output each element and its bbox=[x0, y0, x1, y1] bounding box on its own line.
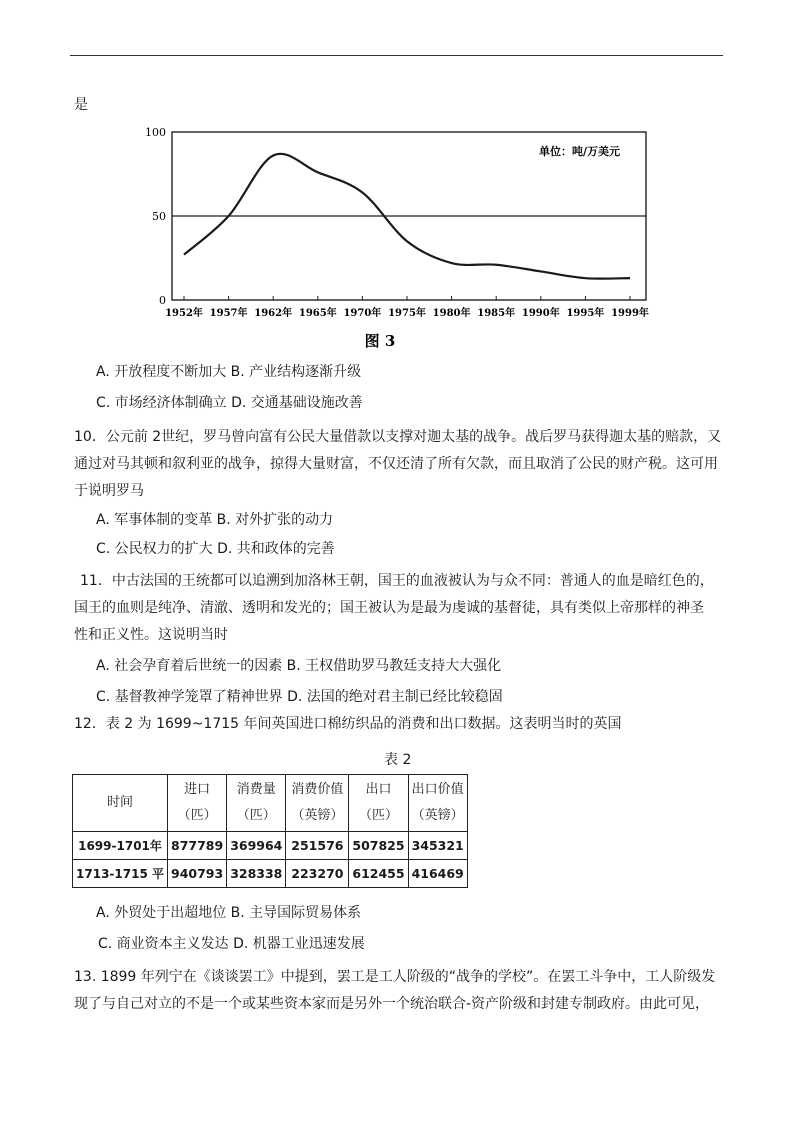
table-cell: 223270 bbox=[286, 860, 349, 888]
q11-line-2: 国王的血则是纯净、清澈、透明和发光的；国王被认为是最为虔诚的基督徒，具有类似上帝那样的神圣 bbox=[74, 600, 704, 616]
header-cell-export: 出口 （匹） bbox=[349, 775, 408, 832]
table-row bbox=[73, 860, 468, 888]
table-2 bbox=[72, 774, 468, 888]
q10-line-2: 通过对马其顿和叙利亚的战争，掠得大量财富，不仅还清了所有欠款，而且取消了公民的财产税。这可用 bbox=[74, 456, 718, 472]
x-tick-label: 1965年 bbox=[298, 308, 337, 319]
table-cell: 328338 bbox=[227, 860, 286, 888]
q12-options-cd: C. 商业资本主义发达 D. 机器工业迅速发展 bbox=[98, 936, 365, 952]
table-row bbox=[73, 832, 468, 860]
header-rule bbox=[70, 55, 723, 56]
x-tick-label: 1952年 bbox=[165, 308, 203, 319]
table-cell: 940793 bbox=[168, 860, 227, 888]
q11-line-1: 11．中古法国的王统都可以追溯到加洛林王朝，国王的血液被认为与众不同：普通人的血是暗红色的， bbox=[80, 573, 714, 589]
header-cell-consumption: 消费量 （匹） bbox=[227, 775, 286, 832]
q10-line-3: 于说明罗马 bbox=[74, 483, 144, 499]
table-cell: 416469 bbox=[408, 860, 467, 888]
figure-3-line-chart bbox=[140, 122, 660, 352]
q12-options-ab: A. 外贸处于出超地位 B. 主导国际贸易体系 bbox=[96, 905, 362, 921]
q11-options-cd: C. 基督教神学笼罩了精神世界 D. 法国的绝对君主制已经比较稳固 bbox=[96, 689, 503, 705]
x-tick-label: 1985年 bbox=[477, 308, 516, 319]
x-tick-label: 1962年 bbox=[254, 308, 293, 319]
q11-options-ab: A. 社会孕育着后世统一的因素 B. 王权借助罗马教廷支持大大强化 bbox=[96, 658, 502, 674]
q13-line-2: 现了与自己对立的不是一个或某些资本家而是另外一个统治联合-资产阶级和封建专制政府。由此可见， bbox=[74, 996, 710, 1012]
table-cell: 877789 bbox=[168, 832, 227, 860]
x-tick-label: 1999年 bbox=[611, 308, 649, 319]
x-tick-label: 1975年 bbox=[388, 308, 426, 319]
table-cell: 251576 bbox=[286, 832, 349, 860]
x-tick-label: 1995年 bbox=[566, 308, 605, 319]
x-tick-label: 1957年 bbox=[209, 308, 248, 319]
q11-line-3: 性和正义性。这说明当时 bbox=[74, 627, 228, 643]
header-cell-time: 时间 bbox=[73, 775, 168, 832]
table-cell: 507825 bbox=[349, 832, 408, 860]
fragment-text: 是 bbox=[74, 97, 88, 113]
figure-caption: 图 3 bbox=[364, 332, 396, 350]
q9-options-cd: C. 市场经济体制确立 D. 交通基础设施改善 bbox=[96, 395, 363, 411]
q12-line-1: 12．表 2 为 1699~1715 年间英国进口棉纺织品的消费和出口数据。这表明当时的英国 bbox=[74, 716, 622, 732]
q9-options-ab: A. 开放程度不断加大 B. 产业结构逐渐升级 bbox=[96, 364, 362, 380]
table-cell: 1699-1701年 bbox=[73, 832, 168, 860]
q10-options-ab: A. 军事体制的变革 B. 对外扩张的动力 bbox=[96, 512, 334, 528]
q13-line-1: 13. 1899 年列宁在《谈谈罢工》中提到，罢工是工人阶级的“战争的学校”。在罢工斗争中，工人阶级发 bbox=[74, 969, 716, 985]
y-tick-label: 100 bbox=[145, 126, 166, 139]
table-cell: 345321 bbox=[408, 832, 467, 860]
table-caption: 表 2 bbox=[384, 752, 412, 768]
x-tick-label: 1980年 bbox=[432, 308, 471, 319]
table-cell: 369964 bbox=[227, 832, 286, 860]
q10-options-cd: C. 公民权力的扩大 D. 共和政体的完善 bbox=[96, 541, 335, 557]
table-header-row bbox=[73, 775, 468, 832]
header-cell-import: 进口 （匹） bbox=[168, 775, 227, 832]
q10-line-1: 10．公元前 2世纪，罗马曾向富有公民大量借款以支撑对迦太基的战争。战后罗马获得迦太基的赔款，又 bbox=[74, 429, 722, 445]
y-tick-label: 0 bbox=[159, 294, 166, 307]
unit-label: 单位：吨/万美元 bbox=[538, 145, 620, 158]
header-cell-export-value: 出口价值 （英镑） bbox=[408, 775, 467, 832]
table-cell: 1713-1715 平 bbox=[73, 860, 168, 888]
x-tick-label: 1990年 bbox=[521, 308, 560, 319]
x-tick-label: 1970年 bbox=[343, 308, 382, 319]
header-cell-consumption-value: 消费价值 （英镑） bbox=[286, 775, 349, 832]
table-cell: 612455 bbox=[349, 860, 408, 888]
y-tick-label: 50 bbox=[152, 210, 166, 223]
